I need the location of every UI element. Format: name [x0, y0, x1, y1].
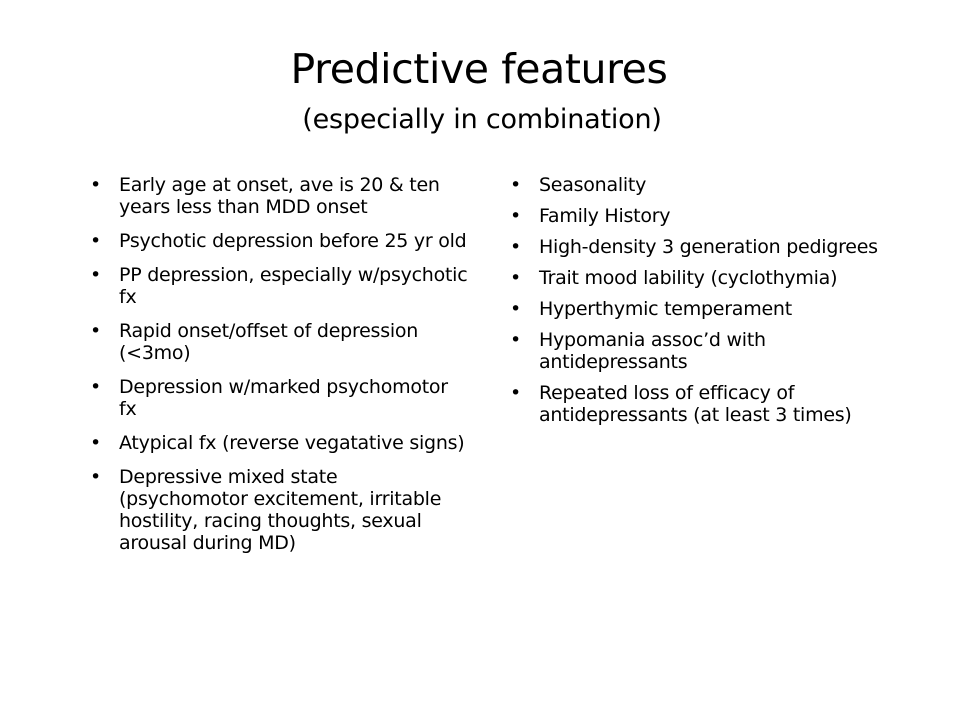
- list-item-text: Depression w/marked psychomotor fx: [119, 376, 448, 420]
- list-item: [510, 174, 910, 196]
- list-item-text: Atypical fx (reverse vegatative signs): [119, 432, 465, 454]
- bullet-icon: •: [90, 264, 101, 286]
- list-item: [90, 264, 470, 308]
- list-item: [510, 298, 910, 320]
- bullet-icon: •: [90, 320, 101, 342]
- list-item-text: PP depression, especially w/psychotic fx: [119, 264, 468, 308]
- bullet-icon: •: [90, 174, 101, 196]
- list-item-text: Hyperthymic temperament: [539, 298, 792, 320]
- list-item: [510, 329, 910, 373]
- bullet-icon: •: [90, 376, 101, 398]
- list-item: [90, 230, 470, 252]
- bullet-icon: •: [510, 205, 521, 227]
- list-item: [90, 466, 470, 554]
- list-item-text: Hypomania assoc’d with antidepressants: [539, 329, 766, 373]
- list-item: [510, 267, 910, 289]
- list-item: [90, 174, 470, 218]
- list-item: [90, 432, 470, 454]
- list-item: [510, 205, 910, 227]
- list-item-text: Psychotic depression before 25 yr old: [119, 230, 467, 252]
- bullet-icon: •: [90, 432, 101, 454]
- title-block: [66, 38, 894, 140]
- list-item-text: Repeated loss of efficacy of antidepressants (at least 3 times): [539, 382, 852, 426]
- slide-subtitle: (especially in combination): [302, 104, 662, 135]
- bullet-icon: •: [510, 382, 521, 404]
- list-item: [90, 376, 470, 420]
- bullet-icon: •: [510, 267, 521, 289]
- slide-title: Predictive features: [290, 45, 668, 93]
- list-item: [510, 382, 910, 426]
- right-bullet-list: [510, 174, 910, 435]
- bullet-icon: •: [510, 298, 521, 320]
- list-item-text: Family History: [539, 205, 671, 227]
- list-item-text: Early age at onset, ave is 20 & ten years less than MDD onset: [119, 174, 440, 218]
- list-item-text: High-density 3 generation pedigrees: [539, 236, 878, 258]
- bullet-icon: •: [510, 236, 521, 258]
- left-bullet-list: [90, 174, 470, 566]
- list-item-text: Trait mood lability (cyclothymia): [539, 267, 838, 289]
- bullet-icon: •: [510, 174, 521, 196]
- list-item-text: Rapid onset/offset of depression (<3mo): [119, 320, 419, 364]
- bullet-icon: •: [90, 230, 101, 252]
- list-item: [510, 236, 910, 258]
- bullet-icon: •: [510, 329, 521, 351]
- list-item: [90, 320, 470, 364]
- list-item-text: Depressive mixed state (psychomotor excitement, irritable hostility, racing thoughts, sexual arousal during MD): [119, 466, 442, 554]
- list-item-text: Seasonality: [539, 174, 647, 196]
- bullet-icon: •: [90, 466, 101, 488]
